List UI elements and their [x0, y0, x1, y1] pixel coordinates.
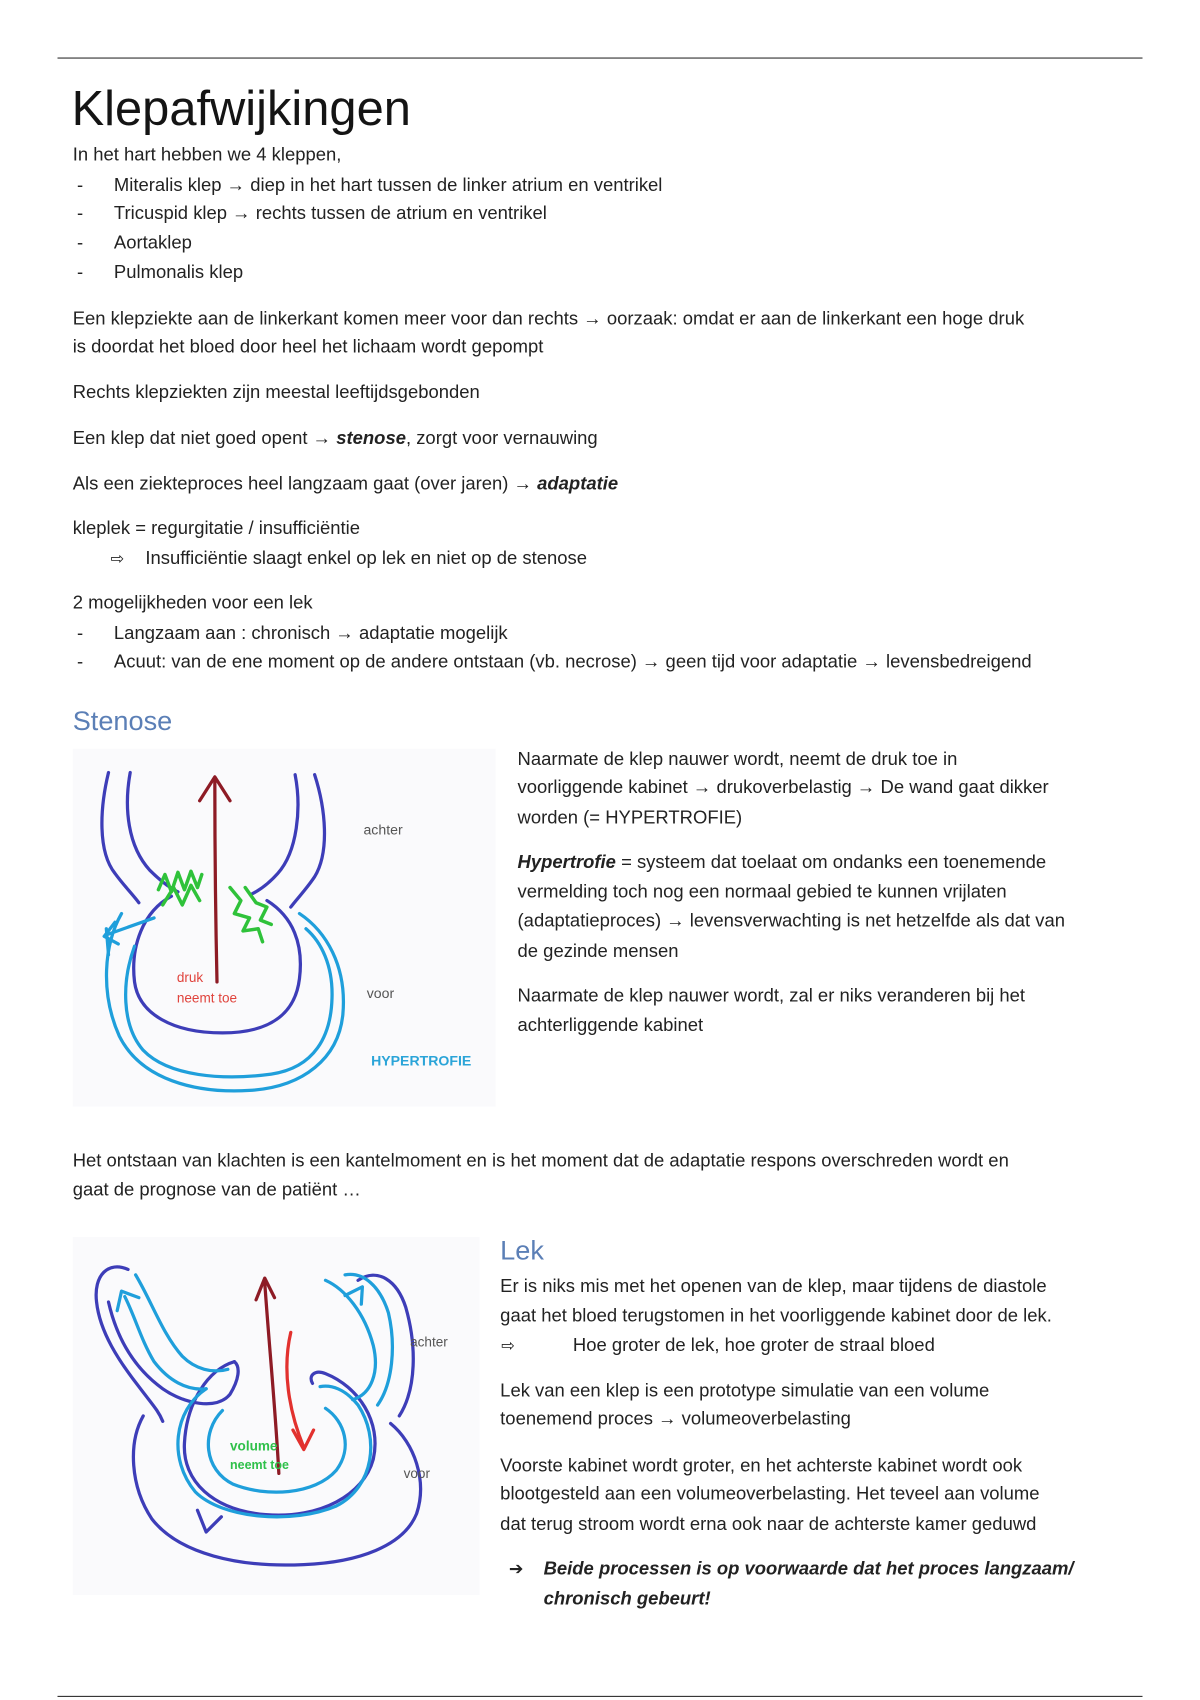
stenose-definition — [73, 424, 598, 452]
right-age-text: Rechts klepziekten zijn meestal leeftijdsgebonden — [72, 381, 480, 403]
klachten-text-line: gaat de prognose van de patiënt … — [72, 1179, 361, 1201]
stenose-definition-suffix: , zorgt voor vernauwing — [405, 427, 598, 449]
lek-options-lead: 2 mogelijkheden voor een lek — [72, 592, 313, 614]
hollow-arrow-icon: ⇨ — [501, 1335, 515, 1356]
bottom-rule — [58, 1696, 1143, 1697]
list-bullet: - — [77, 651, 84, 672]
left-side-text-line: Een klepziekte aan de linkerkant komen meer voor dan rechts → oorzaak: omdat er aan de linkerkant een hoge druk — [72, 308, 1025, 329]
lek-subpoint: Hoe groter de lek, hoe groter de straal bloed — [572, 1334, 935, 1356]
pressure-label: neemt toe — [176, 990, 238, 1006]
lek-option-chronic: Langzaam aan : chronisch → adaptatie mogelijk — [113, 622, 508, 644]
bold-arrow-icon: ➔ — [508, 1558, 524, 1579]
kleplek-subpoint: Insufficiëntie slaagt enkel op lek en niet op de stenose — [145, 547, 588, 569]
list-bullet: - — [77, 232, 84, 253]
hypertrofie-definition — [518, 848, 1047, 876]
adaptatie-definition-prefix: Als een ziekteproces heel langzaam gaat (over jaren) → — [72, 473, 538, 494]
volume-label: volume — [230, 1438, 278, 1454]
lek-text-line: Voorste kabinet wordt groter, en het achterste kabinet wordt ook — [500, 1454, 1023, 1476]
valve-item-aorta: Aortaklep — [113, 232, 192, 253]
lek-heading: Lek — [500, 1235, 544, 1267]
volume-label: neemt toe — [230, 1458, 289, 1473]
stenose-diagram — [73, 749, 496, 1107]
hollow-arrow-icon: ⇨ — [110, 549, 125, 569]
lek-diagram — [73, 1237, 480, 1595]
hypertrofie-text: = systeem dat toelaat om ondanks een toenemende — [615, 851, 1047, 873]
back-label: achter — [410, 1334, 448, 1350]
list-bullet: - — [77, 622, 84, 644]
stenose-back-chamber-line: Naarmate de klep nauwer wordt, zal er niks veranderen bij het — [517, 985, 1026, 1006]
hypertrofie-text-line: de gezinde mensen — [517, 940, 679, 962]
stenose-definition-prefix: Een klep dat niet goed opent → — [72, 427, 337, 449]
front-label: voor — [366, 985, 395, 1002]
lek-text-line: dat terug stroom wordt erna ook naar de achterste kamer geduwd — [500, 1513, 1037, 1535]
list-bullet: - — [77, 174, 84, 196]
adaptatie-term: adaptatie — [537, 473, 619, 494]
intro-text: In het hart hebben we 4 kleppen, — [72, 144, 342, 165]
valve-item-mitralis: Miteralis klep → diep in het hart tussen de linker atrium en ventrikel — [113, 174, 663, 196]
page-title: Klepafwijkingen — [71, 80, 411, 136]
top-rule — [58, 58, 1143, 59]
conclusion-line: Beide processen is op voorwaarde dat het proces langzaam/ — [543, 1558, 1074, 1579]
conclusion-line: chronisch gebeurt! — [543, 1588, 711, 1610]
kleplek-definition: kleplek = regurgitatie / insufficiëntie — [72, 517, 360, 539]
lek-option-acute: Acuut: van de ene moment op de andere ontstaan (vb. necrose) → geen tijd voor adaptatie → levensbedreigend — [113, 651, 1032, 672]
lek-text-line: Er is niks mis met het openen van de klep, maar tijdens de diastole — [500, 1275, 1047, 1297]
left-side-text-line: is doordat het bloed door heel het lichaam wordt gepompt — [72, 336, 544, 357]
stenose-heading: Stenose — [72, 706, 173, 737]
valve-item-pulmonalis: Pulmonalis klep — [113, 261, 244, 283]
stenose-back-chamber-line: achterliggende kabinet — [517, 1014, 704, 1036]
valve-item-tricuspid: Tricuspid klep → rechts tussen de atrium en ventrikel — [113, 202, 547, 224]
stenose-text-line: worden (= HYPERTROFIE) — [517, 807, 743, 828]
klachten-text-line: Het ontstaan van klachten is een kantelmoment en is het moment dat de adaptatie respons overschreden wordt en — [72, 1150, 1009, 1171]
stenose-term: stenose — [336, 427, 406, 449]
stenose-text-line: voorliggende kabinet → drukoverbelastig → De wand gaat dikker — [517, 776, 1049, 798]
stenose-text-line: Naarmate de klep nauwer wordt, neemt de druk toe in — [517, 748, 958, 770]
hypertrofie-text-line: vermelding toch nog een normaal gebied te kunnen vrijlaten — [517, 881, 1007, 902]
adaptatie-definition — [73, 470, 618, 498]
list-bullet: - — [77, 202, 84, 224]
hypertrophy-label: HYPERTROFIE — [371, 1052, 472, 1069]
back-label: achter — [363, 821, 403, 838]
pressure-label: druk — [176, 969, 204, 985]
list-bullet: - — [77, 261, 84, 283]
hypertrofie-term: Hypertrofie — [517, 851, 616, 873]
hypertrofie-text-line: (adaptatieproces) → levensverwachting is net hetzelfde als dat van — [517, 910, 1066, 931]
lek-text-line: blootgesteld aan een volumeoverbelasting. Het teveel aan volume — [500, 1483, 1040, 1504]
lek-text-line: toenemend proces → volumeoverbelasting — [500, 1408, 851, 1429]
lek-text-line: Lek van een klep is een prototype simulatie van een volume — [500, 1380, 990, 1401]
front-label: voor — [403, 1465, 430, 1481]
lek-text-line: gaat het bloed terugstomen in het voorliggende kabinet door de lek. — [500, 1305, 1052, 1326]
